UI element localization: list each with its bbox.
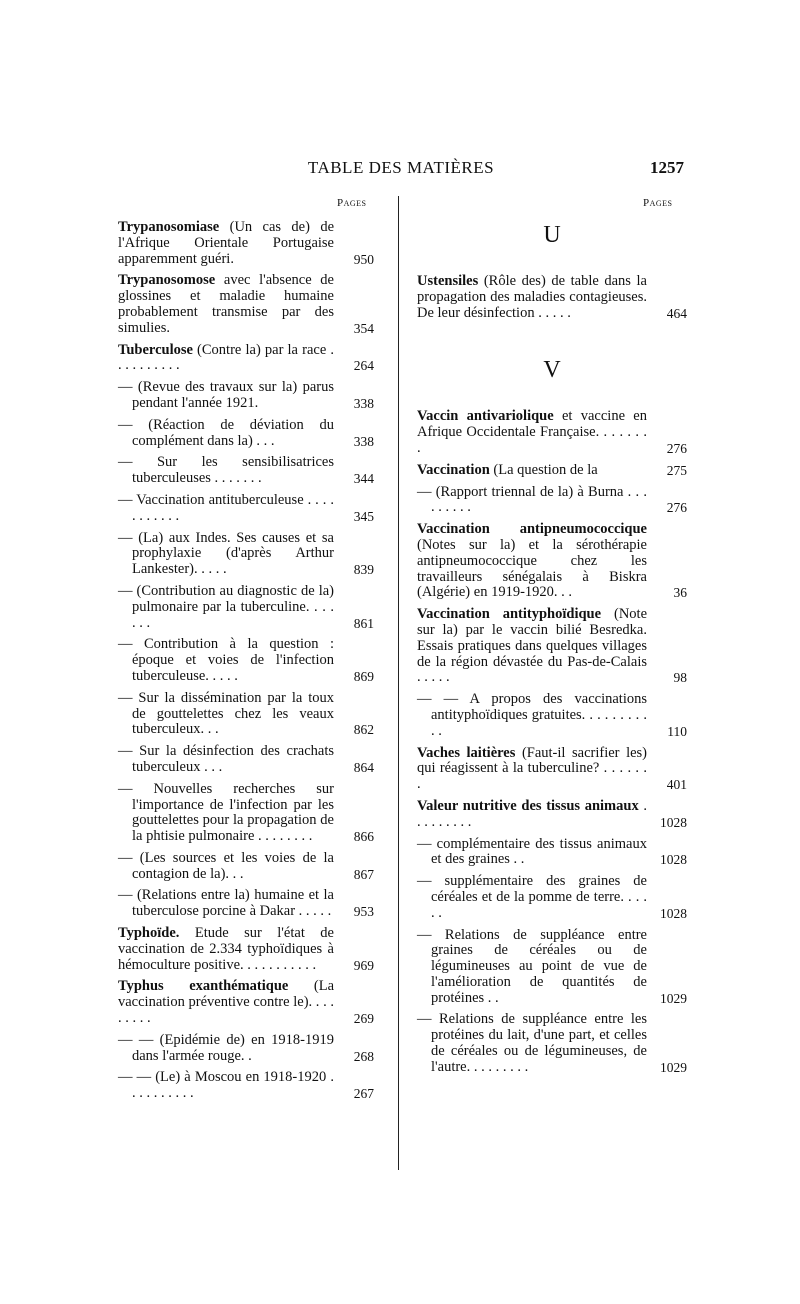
entry-description: — (Réaction de déviation du complément dans la) . . . [118,416,334,449]
entry-page-number: 1029 [660,990,687,1006]
entry-description: (Note sur la) par le vaccin bilié Besredka. Essais pratiques dans quelques villages de la région dévastée du Pas-de-Calais . . . . . [417,606,648,686]
index-entry [118,744,374,776]
entry-description: (La question de la [489,461,598,478]
index-entry [118,637,374,684]
index-entry [417,274,687,321]
entry-description: — (Rapport triennal de la) à Burna . . . . . . . . . [417,483,647,516]
entry-description: — (Contribution au diagnostic de la) pulmonaire par la tuberculine. . . . . . . [118,582,334,631]
entry-page-number: 969 [353,957,374,973]
entry-page-number: 1028 [660,852,687,868]
entry-text [118,637,334,684]
pages-column-label-left: Pages [337,197,367,209]
entry-description: (La vaccination préventive contre le). . . . . . . . . [118,978,335,1027]
entry-description: — (Revue des travaux sur la) parus pendant l'année 1921. [118,379,334,411]
index-entry [118,455,374,487]
entry-heading: Typhoïde. [118,925,180,942]
entry-description: (Rôle des) de table dans la propagation des maladies contagieuses. De leur désinfection . . . . . [417,273,647,321]
entry-description: — — A propos des vaccinations antityphoïdiques gratuites. . . . . . . . . . . [417,691,647,739]
entry-description: — Sur les sensibilisatrices tuberculeuses . . . . . . . [118,454,334,487]
entry-description: (Contre la) par la race . . . . . . . . . . [118,341,334,374]
entry-page-number: 275 [666,462,687,478]
entry-heading: Vaccin antivariolique [417,408,554,425]
entry-text [417,692,647,739]
index-entry [417,463,687,479]
section-v-entries [417,409,687,1075]
entry-text [118,531,334,578]
entry-page-number: 269 [353,1011,374,1027]
entry-text [417,1012,647,1075]
entry-page-number: 338 [353,395,374,411]
index-entry [118,979,374,1026]
entry-heading: Ustensiles [417,273,479,289]
index-entry [118,493,374,525]
index-entry [118,343,374,375]
section-u-entries [417,274,687,321]
entry-description: — (Les sources et les voies de la contagion de la). . . [118,849,334,882]
entry-page-number: 1028 [660,905,687,921]
index-entry [118,888,374,920]
entry-heading: Trypanosomose [118,272,216,289]
entry-text [118,1033,334,1065]
entry-description: — (La) aux Indes. Ses causes et sa prophylaxie (d'après Arthur Lankester). . . . . [118,529,334,578]
right-column [417,220,687,1082]
section-letter-u: U [543,222,561,248]
entry-page-number: 268 [353,1048,374,1064]
entry-description: (Un cas de) de l'Afrique Orientale Portugaise apparemment guéri. [118,219,334,267]
entry-description: — Relations de suppléance entre les protéines du lait, d'une part, et celles de céréales ou de légumineuses, de l'autre. . . . . . . . . [417,1011,647,1075]
entry-page-number: 267 [353,1086,374,1102]
entry-text [118,584,334,631]
entry-text [118,493,334,525]
entry-page-number: 861 [353,615,374,631]
entry-text [417,607,647,686]
index-entry [417,522,687,601]
index-entry [417,874,687,921]
entry-page-number: 464 [666,305,687,321]
entry-text [118,418,334,450]
left-column [118,220,374,1108]
entry-text [118,1070,334,1102]
entry-text [118,273,334,336]
entry-heading: Vaches laitières [417,744,516,761]
entry-page-number: 1029 [660,1059,687,1075]
entry-page-number: 98 [673,670,687,686]
entry-heading: Vaccination antipneumococcique [417,521,647,538]
entry-description: — Sur la dissémination par la toux de gouttelettes chez les veaux tuberculeux. . . [118,689,334,738]
entry-description: — Vaccination antituberculeuse . . . . . . . . . . . [118,491,334,524]
entry-text [417,837,647,869]
entry-text [118,343,334,375]
index-entry [118,273,374,336]
entry-page-number: 401 [666,777,687,793]
entry-page-number: 36 [673,585,687,601]
entry-heading: Typhus exanthématique [118,978,289,995]
entry-description: Etude sur l'état de vaccination de 2.334 typhoïdiques à hémoculture positive. . . . . . . . . . . [118,925,334,973]
entry-page-number: 354 [353,320,374,336]
entry-description: — Contribution à la question : époque et voies de l'infection tuberculeuse. . . . . [118,636,334,684]
entry-page-number: 864 [353,759,374,775]
entry-description: — — (Le) à Moscou en 1918-1920 . . . . . . . . . . [118,1069,334,1102]
index-entry [417,485,687,517]
entry-page-number: 953 [353,904,374,920]
index-entry [118,926,374,973]
entry-description: (Notes sur la) et la sérothérapie antipneumococcique chez les travailleurs sénégalais à Biskra (Algérie) en 1919-1920. . . [417,536,647,601]
entry-description: (Faut-il sacrifier les) qui réagissent à la tuberculine? . . . . . . . [417,744,647,793]
entry-text [417,799,647,831]
entry-description: — — (Epidémie de) en 1918-1919 dans l'armée rouge. . [118,1031,334,1064]
entry-page-number: 1028 [660,814,687,830]
index-entry [417,692,687,739]
entry-description: — Relations de suppléance entre graines de céréales ou de légumineuses au point de vue de l'amélioration de quantités de protéines . . [417,926,647,1006]
entry-text [118,782,334,845]
entry-page-number: 338 [353,433,374,449]
entry-description: avec l'absence de glossines et maladie humaine probablement transmise par des simulies. [118,272,334,336]
index-entry [417,799,687,831]
entry-page-number: 866 [353,829,374,845]
index-entry [118,220,374,267]
entry-page-number: 264 [353,358,374,374]
entry-text [118,926,334,973]
entry-page-number: 867 [353,866,374,882]
index-entry [417,607,687,686]
index-entry [417,1012,687,1075]
entry-text [417,463,647,479]
index-entry [118,584,374,631]
entry-text [118,744,334,776]
index-entry [417,837,687,869]
entry-text [118,380,334,412]
index-entry [118,1033,374,1065]
entry-description: . . . . . . . . . [417,797,647,830]
entry-description: — Sur la désinfection des crachats tuberculeux . . . [118,743,334,775]
index-entry [118,782,374,845]
entry-description: — (Relations entre la) humaine et la tuberculose porcine à Dakar . . . . . [118,887,334,920]
entry-text [118,979,334,1026]
entry-text [417,874,647,921]
index-entry [417,746,687,793]
entry-description: — supplémentaire des graines de céréales et de la pomme de terre. . . . . . [417,873,647,921]
entry-page-number: 345 [353,508,374,524]
entry-text [118,691,334,738]
section-letter-v: V [543,357,561,384]
entry-page-number: 839 [353,562,374,578]
entry-page-number: 110 [667,723,687,739]
page-number: 1257 [650,158,684,177]
entry-text [118,851,334,883]
entry-page-number: 862 [353,722,374,738]
entry-text [417,928,647,1007]
entry-heading: Tuberculose [118,341,193,358]
entry-heading: Vaccination [417,461,490,478]
entry-text [417,746,647,793]
entry-page-number: 344 [353,471,374,487]
index-entry [118,418,374,450]
pages-column-label-right: Pages [643,197,673,209]
entry-heading: Trypanosomiase [118,219,220,235]
entry-page-number: 276 [666,440,687,456]
index-entry [118,1070,374,1102]
entry-page-number: 950 [353,251,374,267]
entry-description: — complémentaire des tissus animaux et des graines . . [417,835,647,868]
entry-text [417,274,647,321]
running-head [118,158,684,182]
entry-text [118,220,334,267]
entry-heading: Vaccination antityphoïdique [417,606,602,623]
entry-text [417,522,647,601]
index-entry [118,691,374,738]
entry-text [417,409,647,456]
index-entry [417,409,687,456]
entry-heading: Valeur nutritive des tissus animaux [417,797,639,814]
entry-page-number: 276 [666,500,687,516]
column-divider [398,196,399,1170]
page-title: TABLE DES MATIÈRES [307,158,495,177]
entry-text [118,455,334,487]
section-spacer [417,327,687,355]
index-entry [118,531,374,578]
index-entry [118,851,374,883]
index-entry [417,928,687,1007]
entry-text [417,485,647,517]
entry-description: et vaccine en Afrique Occidentale Française. . . . . . . . [417,408,647,456]
entry-page-number: 869 [353,668,374,684]
entry-text [118,888,334,920]
entry-description: — Nouvelles recherches sur l'importance de l'infection par les gouttelettes pour la propagation de la phtisie pulmonaire . . . . . . . . [118,780,334,845]
index-entry [118,380,374,412]
